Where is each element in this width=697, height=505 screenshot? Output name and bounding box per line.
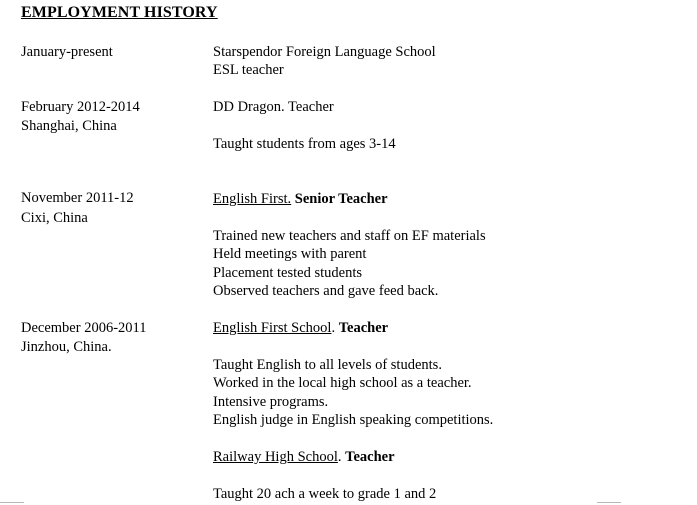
job-location: Cixi, China (21, 210, 88, 226)
job-duty: Placement tested students (213, 265, 362, 281)
job-role: Senior Teacher (294, 191, 388, 207)
job-role: Teacher (338, 320, 389, 336)
job-date: January-present (21, 44, 113, 60)
sub-job-title-line (213, 448, 395, 466)
job-employer: Starspendor Foreign Language School (213, 44, 436, 60)
job-duty: Worked in the local high school as a teacher. (213, 375, 472, 391)
job-duty: English judge in English speaking competitions. (213, 412, 494, 428)
job-date: February 2012-2014 (21, 99, 140, 115)
job-title-line (213, 319, 388, 337)
job-duty: Taught students from ages 3-14 (213, 136, 396, 152)
job-role: ESL teacher (213, 62, 284, 78)
job-date: December 2006-2011 (21, 320, 147, 336)
sub-job-role: Teacher (345, 449, 395, 465)
job-duty: Intensive programs. (213, 394, 329, 410)
job-duty: Trained new teachers and staff on EF materials (213, 228, 486, 244)
job-location: Shanghai, China (21, 118, 117, 134)
job-employer: English First. (213, 191, 292, 207)
job-duty: Taught English to all levels of students. (213, 357, 442, 373)
job-date: November 2011-12 (21, 190, 134, 206)
job-title-line (213, 190, 388, 208)
employment-history-heading: EMPLOYMENT HISTORY (21, 4, 218, 21)
job-duty: Held meetings with parent (213, 246, 367, 262)
job-employer: English First School (213, 320, 332, 336)
job-location: Jinzhou, China. (21, 339, 112, 355)
sub-job-duty: Taught 20 ach a week to grade 1 and 2 (213, 486, 437, 502)
sub-job-employer-punct: . (337, 449, 342, 465)
job-duty: Observed teachers and gave feed back. (213, 283, 439, 299)
job-employer-punct: . (331, 320, 336, 336)
job-employer: DD Dragon. Teacher (213, 99, 334, 115)
sub-job-employer: Railway High School (213, 449, 338, 465)
